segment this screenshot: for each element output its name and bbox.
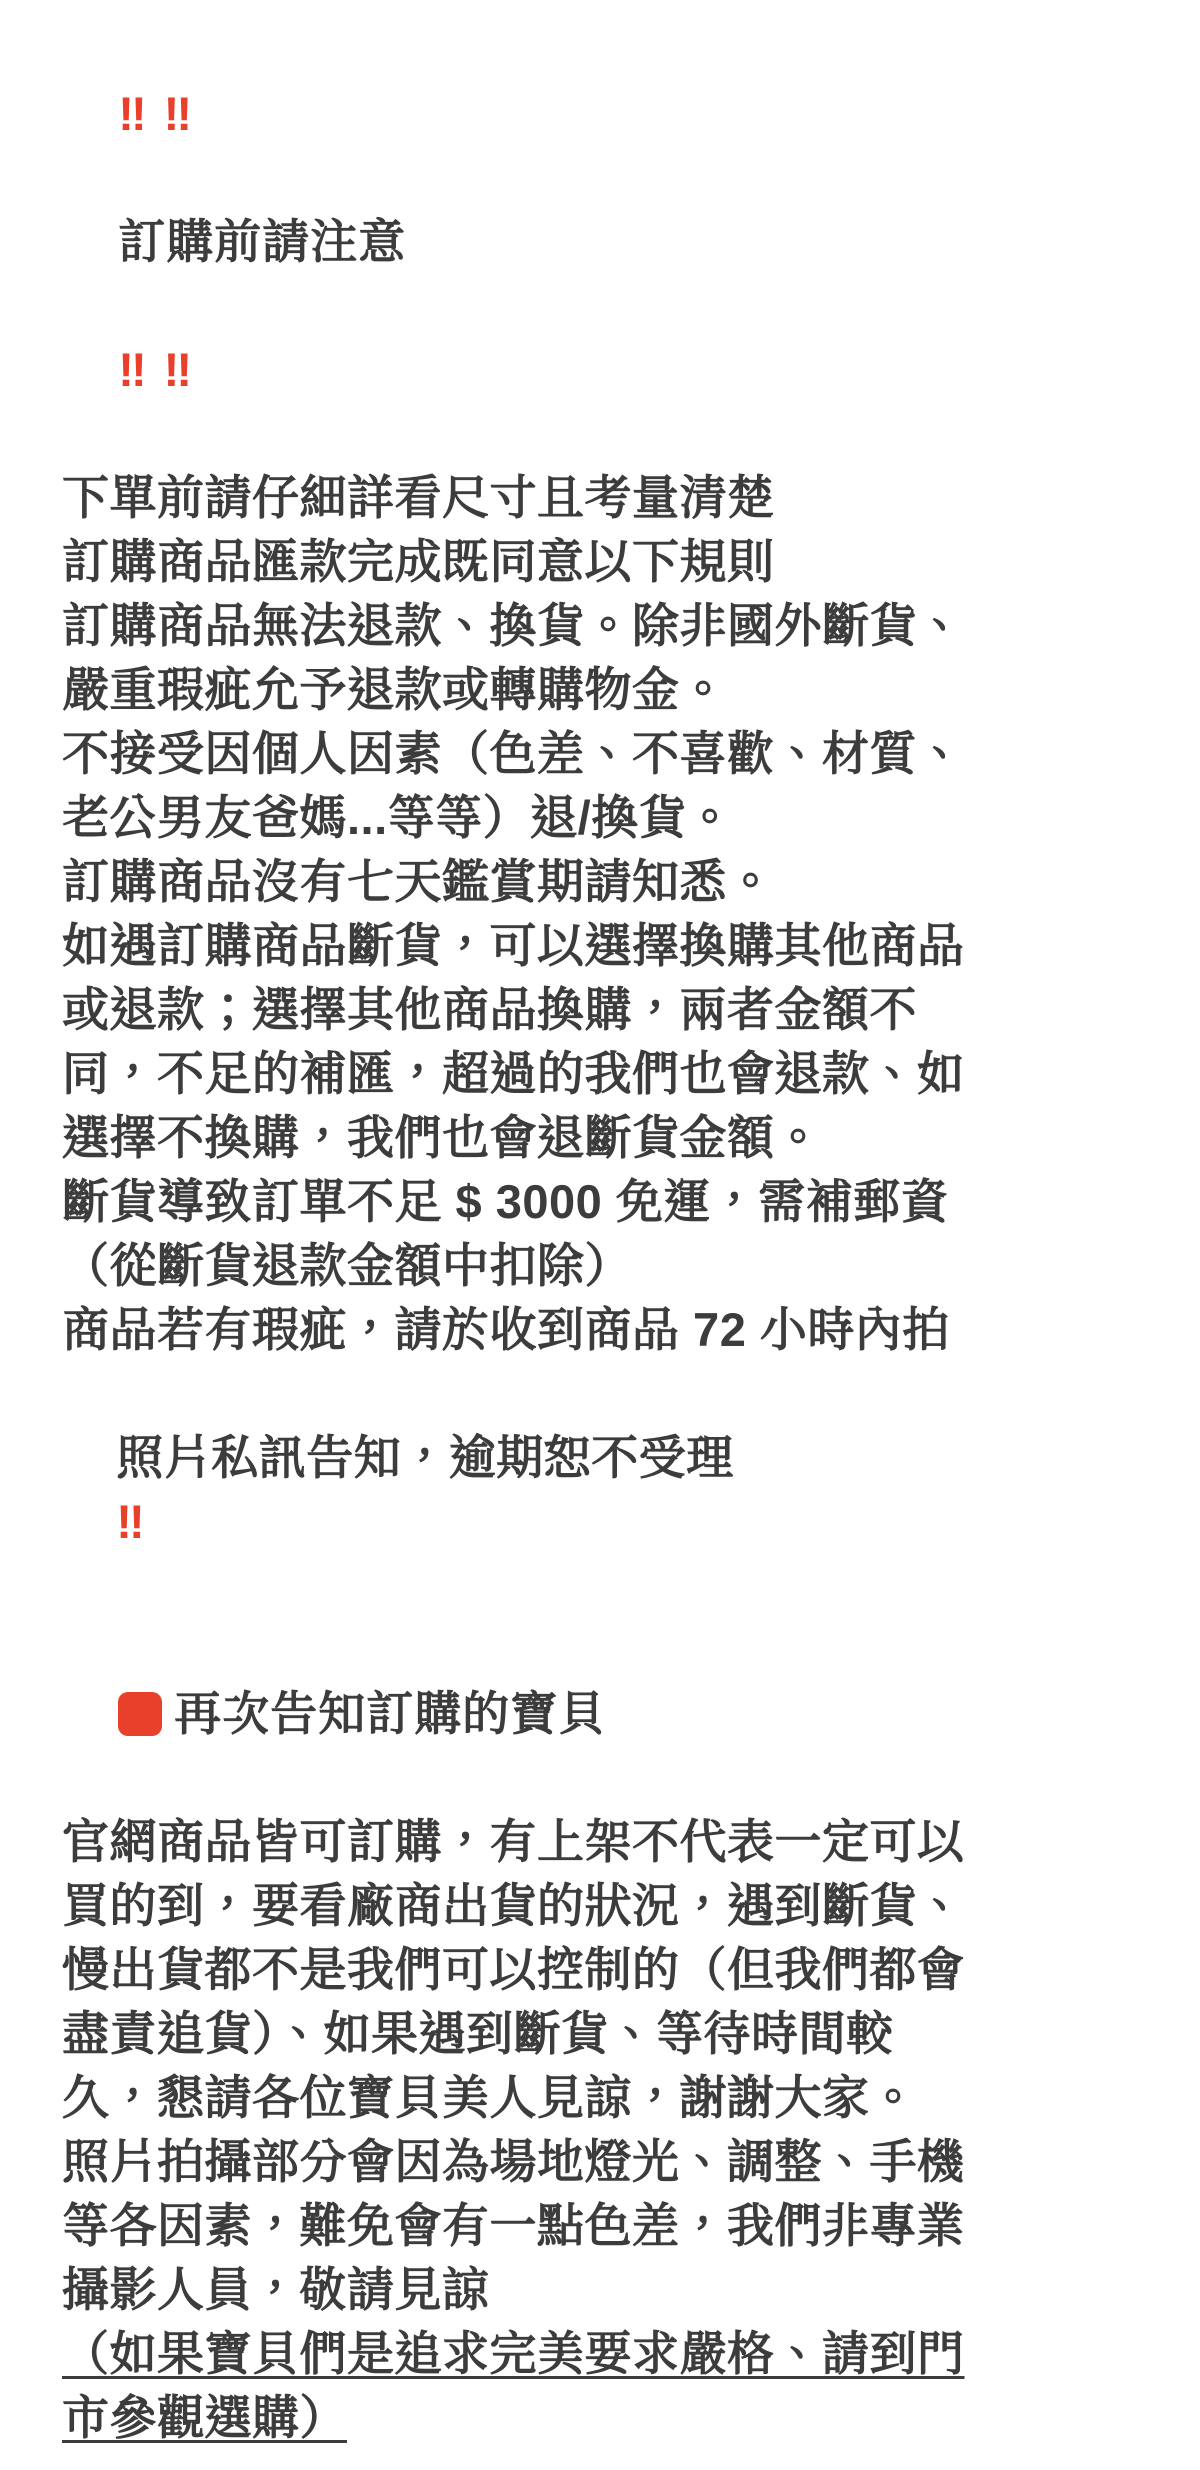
double-exclamation-icon: ‼ bbox=[116, 1495, 147, 1548]
double-exclamation-icon-right: ‼ ‼ bbox=[118, 343, 195, 396]
notice-line-underlined: （如果寶貝們是追求完美要求嚴格、請到門 bbox=[62, 2327, 965, 2380]
notice-line-underlined: 市參觀選購） bbox=[62, 2391, 347, 2444]
notice-heading-text: 訂購前請注意 bbox=[118, 215, 407, 268]
notice-line-text: 照片私訊告知，逾期恕不受理 bbox=[116, 1431, 748, 1484]
notice-line: 不接受因個人因素（色差、不喜歡、材質、 bbox=[62, 727, 965, 780]
notice-line: 久，懇請各位寶貝美人見諒，謝謝大家。 bbox=[62, 2071, 917, 2124]
notice-heading bbox=[62, 18, 1148, 466]
notice-line: 嚴重瑕疵允予退款或轉購物金。 bbox=[62, 663, 727, 716]
notice-line: 同，不足的補匯，超過的我們也會退款、如 bbox=[62, 1047, 965, 1100]
notice-line: 訂購商品無法退款、換貨。除非國外斷貨、 bbox=[62, 599, 965, 652]
notice-line: 慢出貨都不是我們可以控制的（但我們都會 bbox=[62, 1943, 965, 1996]
notice-line: 或退款；選擇其他商品換購，兩者金額不 bbox=[62, 983, 917, 1036]
double-exclamation-icon-left: ‼ ‼ bbox=[118, 87, 195, 140]
notice-line: 攝影人員，敬請見諒 bbox=[62, 2263, 490, 2316]
notice-line: 照片拍攝部分會因為場地燈光、調整、手機 bbox=[62, 2135, 965, 2188]
notice-line: （從斷貨退款金額中扣除） bbox=[62, 1239, 632, 1292]
notice-line: 訂購商品沒有七天鑑賞期請知悉。 bbox=[62, 855, 775, 908]
notice-line: 訂購商品匯款完成既同意以下規則 bbox=[62, 535, 775, 588]
red-octagon-icon bbox=[118, 1692, 162, 1736]
notice-line: 盡責追貨）、如果遇到斷貨、等待時間較 bbox=[62, 2007, 894, 2060]
notice-line-with-warning bbox=[62, 1362, 1148, 1618]
notice-line: 選擇不換購，我們也會退斷貨金額。 bbox=[62, 1111, 822, 1164]
notice-line: 買的到，要看廠商出貨的狀況，遇到斷貨、 bbox=[62, 1879, 965, 1932]
notice-line: 斷貨導致訂單不足 $ 3000 免運，需補郵資 bbox=[62, 1175, 949, 1228]
notice-line: 下單前請仔細詳看尺寸且考量清楚 bbox=[62, 471, 775, 524]
section-two-heading bbox=[62, 1618, 1148, 1810]
notice-line: 商品若有瑕疵，請於收到商品 72 小時內拍 bbox=[62, 1303, 950, 1356]
notice-line: 官網商品皆可訂購，有上架不代表一定可以 bbox=[62, 1815, 965, 1868]
notice-line: 如遇訂購商品斷貨，可以選擇換購其他商品 bbox=[62, 919, 965, 972]
notice-line: 等各因素，難免會有一點色差，我們非專業 bbox=[62, 2199, 965, 2252]
notice-line: 老公男友爸媽...等等）退/換貨。 bbox=[62, 791, 734, 844]
section-two-title: 再次告知訂購的寶貝 bbox=[174, 1687, 607, 1740]
